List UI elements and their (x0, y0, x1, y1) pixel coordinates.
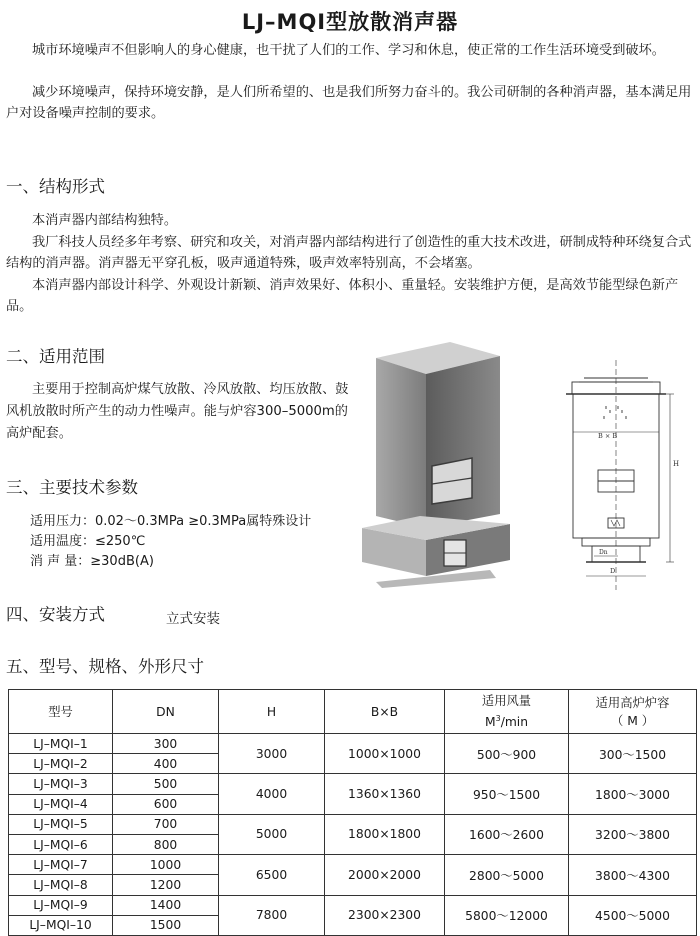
header-flow-unit: $M^3/\min$ (484, 713, 529, 730)
cell-model: LJ–MQI–5 (9, 814, 113, 834)
drawing-label-bxb: B × B (598, 432, 618, 440)
section-heading-install: 四、安装方式 (6, 605, 105, 624)
header-furnace-label: 适用高炉炉容 (595, 695, 670, 710)
section-heading-params: 三、主要技术参数 (6, 478, 138, 497)
cell-h: 4000 (219, 774, 325, 814)
cell-dn: 700 (113, 814, 219, 834)
header-bxb: B×B (325, 690, 445, 734)
cell-dn: 1000 (113, 855, 219, 875)
cell-furnace: 1800～3000 (569, 774, 697, 814)
cell-model: LJ–MQI–6 (9, 834, 113, 854)
header-furnace (569, 690, 697, 734)
cell-bxb: 1800×1800 (325, 814, 445, 854)
cell-dn: 400 (113, 754, 219, 774)
header-h: H (219, 690, 325, 734)
header-model: 型号 (9, 690, 113, 734)
cell-flow: 5800～12000 (445, 895, 569, 935)
cell-bxb: 1360×1360 (325, 774, 445, 814)
cell-dn: 800 (113, 834, 219, 854)
table-row (9, 774, 697, 794)
structure-paragraph-3: 本消声器内部设计科学、外观设计新颖、消声效果好、体积小、重量轻。安装维护方便，是高效节能型绿色新产品。 (6, 278, 679, 314)
cell-model: LJ–MQI–9 (9, 895, 113, 915)
cell-flow: 950～1500 (445, 774, 569, 814)
drawing-label-d: D (610, 567, 616, 575)
params-list (30, 512, 311, 572)
param-pressure: 适用压力：0.02～0.3MPa ≥0.3MPa属特殊设计 (30, 514, 312, 529)
section-heading-structure: 一、结构形式 (6, 177, 105, 196)
header-flow (445, 690, 569, 734)
structure-paragraph-2: 我厂科技人员经多年考察、研究和攻关，对消声器内部结构进行了创造性的重大技术改进，研制成特种环绕复合式结构的消声器。消声器无平穿孔板，吸声通道特殊，吸声效率特别高，不会堵塞。 (6, 235, 692, 271)
cell-h: 7800 (219, 895, 325, 935)
cell-h: 5000 (219, 814, 325, 854)
cell-h: 6500 (219, 855, 325, 895)
cell-model: LJ–MQI–3 (9, 774, 113, 794)
cell-h: 3000 (219, 734, 325, 774)
cell-bxb: 1000×1000 (325, 734, 445, 774)
param-temperature: 适用温度：≤250℃ (30, 534, 146, 549)
cell-furnace: 4500～5000 (569, 895, 697, 935)
table-row (9, 734, 697, 754)
dimension-drawing (546, 358, 684, 590)
cell-dn: 1200 (113, 875, 219, 895)
drawing-label-dn: Dn (599, 549, 608, 556)
page-title: LJ–MQI型放散消声器 (241, 10, 459, 34)
cell-furnace: 300～1500 (569, 734, 697, 774)
param-attenuation: 消 声 量：≥30dB(A) (30, 554, 154, 569)
cell-dn: 300 (113, 734, 219, 754)
header-dn: DN (113, 690, 219, 734)
cell-model: LJ–MQI–1 (9, 734, 113, 754)
scope-paragraph: 主要用于控制高炉煤气放散、冷风放散、均压放散、鼓风机放散时所产生的动力性噪声。能与炉容300–5000m的高炉配套。 (6, 382, 349, 441)
silencer-photo (360, 338, 518, 588)
cell-dn: 500 (113, 774, 219, 794)
section-heading-scope: 二、适用范围 (6, 347, 105, 366)
cell-dn: 600 (113, 794, 219, 814)
cell-model: LJ–MQI–2 (9, 754, 113, 774)
cell-flow: 500～900 (445, 734, 569, 774)
intro-paragraph-1: 城市环境噪声不但影响人的身心健康，也干扰了人们的工作、学习和休息，使正常的工作生活环境受到破坏。 (32, 43, 665, 58)
cell-flow: 2800～5000 (445, 855, 569, 895)
table-row (9, 814, 697, 834)
cell-model: LJ–MQI–8 (9, 875, 113, 895)
cell-dn: 1500 (113, 915, 219, 935)
header-flow-label: 适用风量 (481, 693, 532, 708)
drawing-label-h: H (673, 460, 680, 468)
cell-dn: 1400 (113, 895, 219, 915)
structure-paragraph-1: 本消声器内部结构独特。 (32, 213, 178, 228)
cell-model: LJ–MQI–4 (9, 794, 113, 814)
table-row (9, 895, 697, 915)
cell-bxb: 2000×2000 (325, 855, 445, 895)
cell-bxb: 2300×2300 (325, 895, 445, 935)
intro-paragraph-2: 减少环境噪声，保持环境安静，是人们所希望的、也是我们所努力奋斗的。我公司研制的各种消声器，基本满足用户对设备噪声控制的要求。 (6, 85, 692, 121)
cell-model: LJ–MQI–10 (9, 915, 113, 935)
table-header-row (9, 690, 697, 734)
section-heading-models: 五、型号、规格、外形尺寸 (6, 657, 204, 676)
header-furnace-unit: （ M ） (610, 713, 655, 728)
cell-model: LJ–MQI–7 (9, 855, 113, 875)
cell-furnace: 3200～3800 (569, 814, 697, 854)
table-row (9, 855, 697, 875)
cell-furnace: 3800～4300 (569, 855, 697, 895)
install-value: 立式安装 (166, 611, 220, 627)
model-spec-table (8, 689, 697, 936)
cell-flow: 1600～2600 (445, 814, 569, 854)
